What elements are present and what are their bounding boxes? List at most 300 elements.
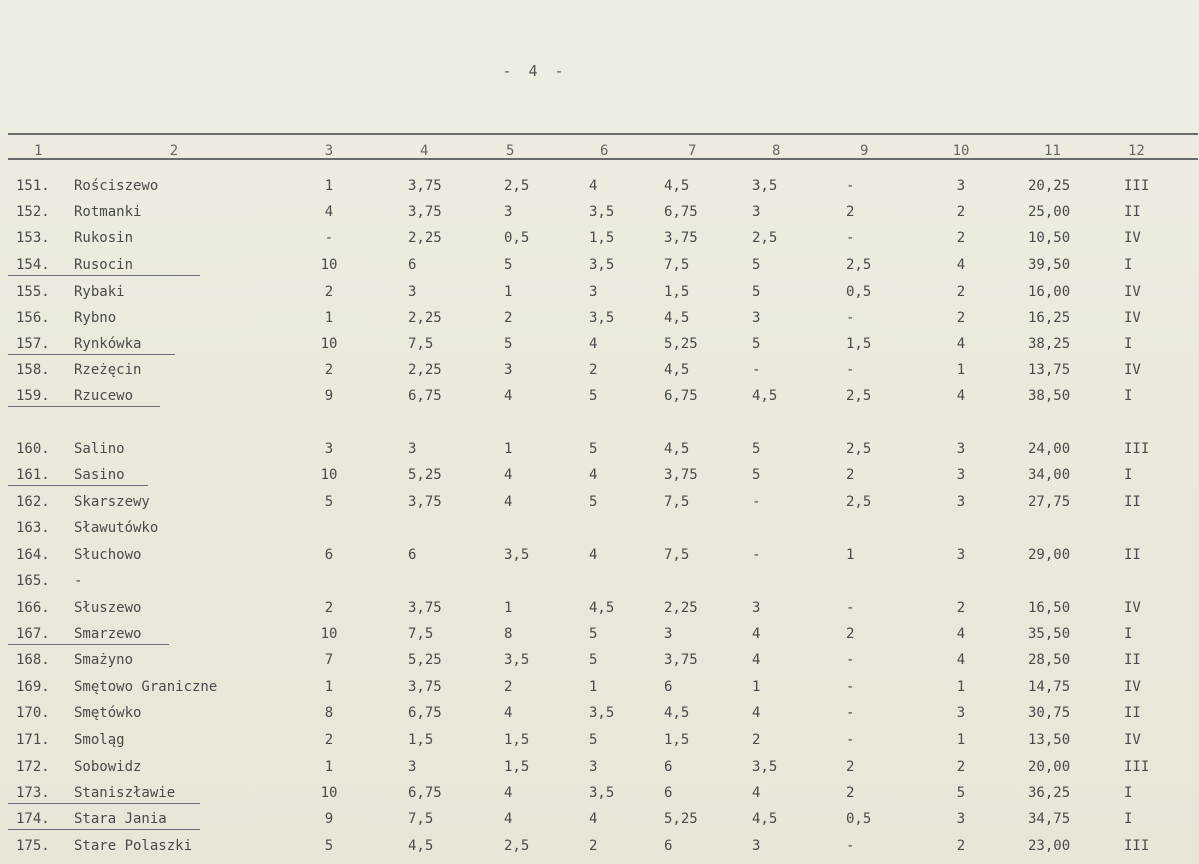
- col-4-value: 2,25: [408, 310, 442, 326]
- col-8-value: 3,5: [752, 759, 778, 775]
- col-11-total: 13,75: [1028, 362, 1071, 378]
- col-6-value: 5: [589, 441, 598, 457]
- col-6-value: 3,5: [589, 310, 615, 326]
- col-3-value: -: [324, 230, 334, 246]
- col-4-value: 3,75: [408, 494, 442, 510]
- col-11-total: 35,50: [1028, 626, 1071, 642]
- col-7-value: 4,5: [664, 441, 690, 457]
- col-11-total: 39,50: [1028, 257, 1071, 273]
- col-6-value: 2: [589, 362, 598, 378]
- col-3-value: 7: [324, 652, 334, 668]
- page-number: - 4 -: [502, 62, 568, 80]
- col-11-total: 23,00: [1028, 838, 1071, 854]
- col-7-value: 5,25: [664, 336, 698, 352]
- col-5-value: 5: [504, 336, 513, 352]
- table-row: [0, 490, 1199, 514]
- col-12-class: II: [1124, 705, 1141, 721]
- col-5-value: 4: [504, 785, 513, 801]
- col-8-value: 4,5: [752, 388, 778, 404]
- col-4-value: 2,25: [408, 362, 442, 378]
- col-8-value: 1: [752, 679, 761, 695]
- row-underline: [8, 275, 200, 276]
- col-5-value: 0,5: [504, 230, 530, 246]
- col-5-value: 3: [504, 362, 513, 378]
- col-4-value: 1,5: [408, 732, 434, 748]
- table-row: [0, 463, 1199, 487]
- row-number: 162.: [16, 494, 50, 510]
- place-name: Smętowo Graniczne: [74, 679, 218, 695]
- place-name: Sławutówko: [74, 520, 159, 536]
- col-3-value: 6: [324, 547, 334, 563]
- table-row: [0, 728, 1199, 752]
- col-11-total: 25,00: [1028, 204, 1071, 220]
- place-name: -: [74, 573, 83, 589]
- col-10-value: 1: [956, 362, 966, 378]
- place-name: Stare Polaszki: [74, 838, 193, 854]
- col-6-value: 5: [589, 732, 598, 748]
- col-5-value: 3,5: [504, 652, 530, 668]
- place-name: Sasino: [74, 467, 125, 483]
- col-6-value: 5: [589, 652, 598, 668]
- col-8-value: 3: [752, 838, 761, 854]
- col-10-value: 3: [956, 811, 966, 827]
- place-name: Rotmanki: [74, 204, 142, 220]
- col-3-value: 1: [324, 178, 334, 194]
- col-12-class: IV: [1124, 732, 1141, 748]
- col-11-total: 13,50: [1028, 732, 1071, 748]
- column-header-2: 2: [169, 143, 179, 159]
- col-11-total: 30,75: [1028, 705, 1071, 721]
- col-9-value: -: [846, 652, 855, 668]
- row-number: 161.: [16, 467, 50, 483]
- col-7-value: 7,5: [664, 257, 690, 273]
- col-4-value: 6,75: [408, 705, 442, 721]
- table-row: [0, 332, 1199, 356]
- col-11-total: 14,75: [1028, 679, 1071, 695]
- col-7-value: 6: [664, 838, 673, 854]
- row-number: 170.: [16, 705, 50, 721]
- col-6-value: 3,5: [589, 785, 615, 801]
- col-10-value: 3: [956, 178, 966, 194]
- col-12-class: II: [1124, 652, 1141, 668]
- col-8-value: 3: [752, 310, 761, 326]
- row-number: 167.: [16, 626, 50, 642]
- table-row: [0, 675, 1199, 699]
- col-8-value: 3: [752, 204, 761, 220]
- place-name: Rzeżęcin: [74, 362, 142, 378]
- row-number: 159.: [16, 388, 50, 404]
- table-row: [0, 253, 1199, 277]
- col-11-total: 16,00: [1028, 284, 1071, 300]
- col-8-value: 5: [752, 257, 761, 273]
- col-4-value: 3,75: [408, 600, 442, 616]
- col-6-value: 2: [589, 838, 598, 854]
- table-row: [0, 437, 1199, 461]
- table-row: [0, 701, 1199, 725]
- col-4-value: 3,75: [408, 204, 442, 220]
- column-header-4: 4: [420, 143, 429, 159]
- col-9-value: 2: [846, 785, 855, 801]
- col-9-value: 2: [846, 759, 855, 775]
- col-3-value: 5: [324, 494, 334, 510]
- col-12-class: IV: [1124, 230, 1141, 246]
- row-underline: [8, 644, 169, 645]
- col-4-value: 6: [408, 547, 417, 563]
- col-12-class: III: [1124, 838, 1150, 854]
- col-8-value: 3: [752, 600, 761, 616]
- col-10-value: 4: [956, 652, 966, 668]
- col-3-value: 2: [324, 600, 334, 616]
- col-4-value: 5,25: [408, 467, 442, 483]
- table-top-rule: [8, 133, 1198, 135]
- col-8-value: 2: [752, 732, 761, 748]
- col-9-value: -: [846, 732, 855, 748]
- col-10-value: 2: [956, 838, 966, 854]
- place-name: Sobowidz: [74, 759, 142, 775]
- row-number: 156.: [16, 310, 50, 326]
- col-11-total: 34,75: [1028, 811, 1071, 827]
- col-9-value: 1: [846, 547, 855, 563]
- column-header-6: 6: [600, 143, 609, 159]
- col-5-value: 4: [504, 388, 513, 404]
- col-11-total: 38,25: [1028, 336, 1071, 352]
- col-10-value: 2: [956, 204, 966, 220]
- col-4-value: 3: [408, 759, 417, 775]
- column-header-10: 10: [952, 143, 970, 159]
- table-row: [0, 755, 1199, 779]
- col-12-class: IV: [1124, 310, 1141, 326]
- table-row: [0, 834, 1199, 858]
- table-row: [0, 648, 1199, 672]
- col-7-value: 6: [664, 679, 673, 695]
- col-10-value: 2: [956, 284, 966, 300]
- col-9-value: 2: [846, 467, 855, 483]
- col-7-value: 4,5: [664, 310, 690, 326]
- col-5-value: 4: [504, 811, 513, 827]
- row-number: 152.: [16, 204, 50, 220]
- column-header-3: 3: [324, 143, 334, 159]
- col-6-value: 1,5: [589, 230, 615, 246]
- col-9-value: 0,5: [846, 284, 872, 300]
- col-3-value: 9: [324, 388, 334, 404]
- col-9-value: 0,5: [846, 811, 872, 827]
- col-3-value: 10: [320, 467, 338, 483]
- col-9-value: 2,5: [846, 257, 872, 273]
- col-11-total: 38,50: [1028, 388, 1071, 404]
- col-11-total: 28,50: [1028, 652, 1071, 668]
- col-5-value: 5: [504, 257, 513, 273]
- place-name: Słuszewo: [74, 600, 142, 616]
- col-5-value: 2,5: [504, 178, 530, 194]
- col-5-value: 4: [504, 467, 513, 483]
- table-row: [0, 384, 1199, 408]
- row-number: 175.: [16, 838, 50, 854]
- col-12-class: IV: [1124, 362, 1141, 378]
- col-10-value: 3: [956, 705, 966, 721]
- col-12-class: I: [1124, 388, 1133, 404]
- col-5-value: 4: [504, 705, 513, 721]
- row-number: 157.: [16, 336, 50, 352]
- col-7-value: 6: [664, 759, 673, 775]
- col-10-value: 2: [956, 759, 966, 775]
- col-9-value: 2,5: [846, 388, 872, 404]
- col-10-value: 2: [956, 310, 966, 326]
- col-4-value: 7,5: [408, 626, 434, 642]
- col-7-value: 6,75: [664, 388, 698, 404]
- place-name: Smętówko: [74, 705, 142, 721]
- row-number: 158.: [16, 362, 50, 378]
- table-row: [0, 569, 1199, 593]
- table-row: [0, 596, 1199, 620]
- col-3-value: 2: [324, 362, 334, 378]
- col-6-value: 4: [589, 547, 598, 563]
- col-8-value: 5: [752, 467, 761, 483]
- table-row: [0, 622, 1199, 646]
- col-6-value: 4: [589, 811, 598, 827]
- row-number: 172.: [16, 759, 50, 775]
- place-name: Rybno: [74, 310, 117, 326]
- col-12-class: I: [1124, 811, 1133, 827]
- column-header-5: 5: [506, 143, 515, 159]
- col-11-total: 10,50: [1028, 230, 1071, 246]
- col-9-value: -: [846, 362, 855, 378]
- col-3-value: 1: [324, 679, 334, 695]
- col-7-value: 3,75: [664, 467, 698, 483]
- col-8-value: 5: [752, 284, 761, 300]
- place-name: Smażyno: [74, 652, 134, 668]
- col-4-value: 5,25: [408, 652, 442, 668]
- col-7-value: 4,5: [664, 178, 690, 194]
- place-name: Rościszewo: [74, 178, 159, 194]
- col-6-value: 3,5: [589, 257, 615, 273]
- row-number: 173.: [16, 785, 50, 801]
- col-6-value: 4: [589, 336, 598, 352]
- col-9-value: 2: [846, 204, 855, 220]
- col-12-class: II: [1124, 547, 1141, 563]
- col-7-value: 3,75: [664, 652, 698, 668]
- column-header-7: 7: [688, 143, 697, 159]
- col-4-value: 6: [408, 257, 417, 273]
- col-5-value: 1: [504, 600, 513, 616]
- col-9-value: 2,5: [846, 441, 872, 457]
- table-row: [0, 781, 1199, 805]
- col-5-value: 8: [504, 626, 513, 642]
- col-8-value: 4: [752, 626, 761, 642]
- col-6-value: 3: [589, 284, 598, 300]
- row-number: 155.: [16, 284, 50, 300]
- col-4-value: 7,5: [408, 811, 434, 827]
- col-12-class: IV: [1124, 679, 1141, 695]
- col-8-value: 4: [752, 785, 761, 801]
- col-9-value: -: [846, 310, 855, 326]
- place-name: Rukosin: [74, 230, 134, 246]
- col-10-value: 4: [956, 626, 966, 642]
- col-6-value: 4: [589, 178, 598, 194]
- col-11-total: 27,75: [1028, 494, 1071, 510]
- table-row: [0, 807, 1199, 831]
- col-10-value: 1: [956, 732, 966, 748]
- col-8-value: -: [752, 362, 761, 378]
- row-underline: [8, 406, 160, 407]
- col-6-value: 3: [589, 759, 598, 775]
- col-4-value: 6,75: [408, 785, 442, 801]
- place-name: Smoląg: [74, 732, 125, 748]
- col-10-value: 3: [956, 494, 966, 510]
- col-10-value: 2: [956, 230, 966, 246]
- col-10-value: 4: [956, 336, 966, 352]
- place-name: Rzucewo: [74, 388, 134, 404]
- col-12-class: I: [1124, 626, 1133, 642]
- table-row: [0, 358, 1199, 382]
- row-number: 160.: [16, 441, 50, 457]
- row-number: 169.: [16, 679, 50, 695]
- col-11-total: 16,25: [1028, 310, 1071, 326]
- col-10-value: 3: [956, 547, 966, 563]
- col-8-value: 3,5: [752, 178, 778, 194]
- col-8-value: 4,5: [752, 811, 778, 827]
- col-5-value: 1: [504, 441, 513, 457]
- col-9-value: -: [846, 705, 855, 721]
- col-10-value: 5: [956, 785, 966, 801]
- col-8-value: 4: [752, 652, 761, 668]
- col-5-value: 1,5: [504, 732, 530, 748]
- col-12-class: II: [1124, 204, 1141, 220]
- col-7-value: 1,5: [664, 284, 690, 300]
- col-5-value: 3: [504, 204, 513, 220]
- col-4-value: 3: [408, 441, 417, 457]
- table-row: [0, 174, 1199, 198]
- col-3-value: 8: [324, 705, 334, 721]
- col-3-value: 1: [324, 310, 334, 326]
- col-9-value: -: [846, 178, 855, 194]
- col-7-value: 5,25: [664, 811, 698, 827]
- col-4-value: 2,25: [408, 230, 442, 246]
- table-row: [0, 543, 1199, 567]
- col-12-class: I: [1124, 336, 1133, 352]
- column-header-8: 8: [772, 143, 781, 159]
- col-5-value: 2: [504, 679, 513, 695]
- col-8-value: 5: [752, 336, 761, 352]
- col-8-value: -: [752, 494, 761, 510]
- col-3-value: 10: [320, 785, 338, 801]
- row-underline: [8, 354, 175, 355]
- place-name: Rybaki: [74, 284, 125, 300]
- row-number: 165.: [16, 573, 50, 589]
- col-4-value: 3,75: [408, 178, 442, 194]
- col-3-value: 5: [324, 838, 334, 854]
- col-4-value: 6,75: [408, 388, 442, 404]
- col-12-class: I: [1124, 467, 1133, 483]
- col-11-total: 29,00: [1028, 547, 1071, 563]
- place-name: Staniszławie: [74, 785, 176, 801]
- place-name: Smarzewo: [74, 626, 142, 642]
- col-3-value: 9: [324, 811, 334, 827]
- table-row: [0, 200, 1199, 224]
- col-6-value: 3,5: [589, 705, 615, 721]
- col-11-total: 34,00: [1028, 467, 1071, 483]
- col-11-total: 36,25: [1028, 785, 1071, 801]
- col-5-value: 2: [504, 310, 513, 326]
- col-9-value: -: [846, 838, 855, 854]
- col-10-value: 3: [956, 441, 966, 457]
- col-7-value: 2,25: [664, 600, 698, 616]
- col-12-class: IV: [1124, 600, 1141, 616]
- col-6-value: 5: [589, 388, 598, 404]
- column-header-12: 12: [1128, 143, 1145, 159]
- col-4-value: 4,5: [408, 838, 434, 854]
- row-number: 166.: [16, 600, 50, 616]
- col-12-class: III: [1124, 759, 1150, 775]
- col-7-value: 7,5: [664, 547, 690, 563]
- col-11-total: 24,00: [1028, 441, 1071, 457]
- place-name: Rynkówka: [74, 336, 142, 352]
- col-7-value: 3,75: [664, 230, 698, 246]
- col-6-value: 4,5: [589, 600, 615, 616]
- place-name: Słuchowo: [74, 547, 142, 563]
- col-10-value: 4: [956, 257, 966, 273]
- col-12-class: II: [1124, 494, 1141, 510]
- col-10-value: 4: [956, 388, 966, 404]
- place-name: Rusocin: [74, 257, 134, 273]
- col-11-total: 20,00: [1028, 759, 1071, 775]
- place-name: Skarszewy: [74, 494, 150, 510]
- row-number: 168.: [16, 652, 50, 668]
- row-number: 151.: [16, 178, 50, 194]
- col-12-class: IV: [1124, 284, 1141, 300]
- col-5-value: 1: [504, 284, 513, 300]
- col-12-class: I: [1124, 257, 1133, 273]
- col-4-value: 7,5: [408, 336, 434, 352]
- row-number: 174.: [16, 811, 50, 827]
- column-header-9: 9: [860, 143, 869, 159]
- col-4-value: 3,75: [408, 679, 442, 695]
- col-7-value: 7,5: [664, 494, 690, 510]
- col-9-value: -: [846, 600, 855, 616]
- col-11-total: 16,50: [1028, 600, 1071, 616]
- row-number: 163.: [16, 520, 50, 536]
- col-7-value: 3: [664, 626, 673, 642]
- place-name: Stara Jania: [74, 811, 167, 827]
- table-row: [0, 306, 1199, 330]
- col-3-value: 1: [324, 759, 334, 775]
- row-number: 171.: [16, 732, 50, 748]
- column-header-1: 1: [34, 143, 43, 159]
- col-5-value: 3,5: [504, 547, 530, 563]
- col-9-value: 1,5: [846, 336, 872, 352]
- col-3-value: 2: [324, 284, 334, 300]
- col-7-value: 6,75: [664, 204, 698, 220]
- row-number: 164.: [16, 547, 50, 563]
- column-header-11: 11: [1044, 143, 1061, 159]
- table-row: [0, 280, 1199, 304]
- col-7-value: 4,5: [664, 362, 690, 378]
- col-7-value: 6: [664, 785, 673, 801]
- row-underline: [8, 485, 148, 486]
- table-header-rule: [8, 158, 1198, 160]
- col-10-value: 2: [956, 600, 966, 616]
- row-number: 154.: [16, 257, 50, 273]
- col-10-value: 1: [956, 679, 966, 695]
- col-6-value: 1: [589, 679, 598, 695]
- row-number: 153.: [16, 230, 50, 246]
- col-3-value: 10: [320, 336, 338, 352]
- col-8-value: 2,5: [752, 230, 778, 246]
- col-9-value: 2,5: [846, 494, 872, 510]
- col-5-value: 4: [504, 494, 513, 510]
- col-3-value: 10: [320, 626, 338, 642]
- table-row: [0, 226, 1199, 250]
- row-underline: [8, 829, 200, 830]
